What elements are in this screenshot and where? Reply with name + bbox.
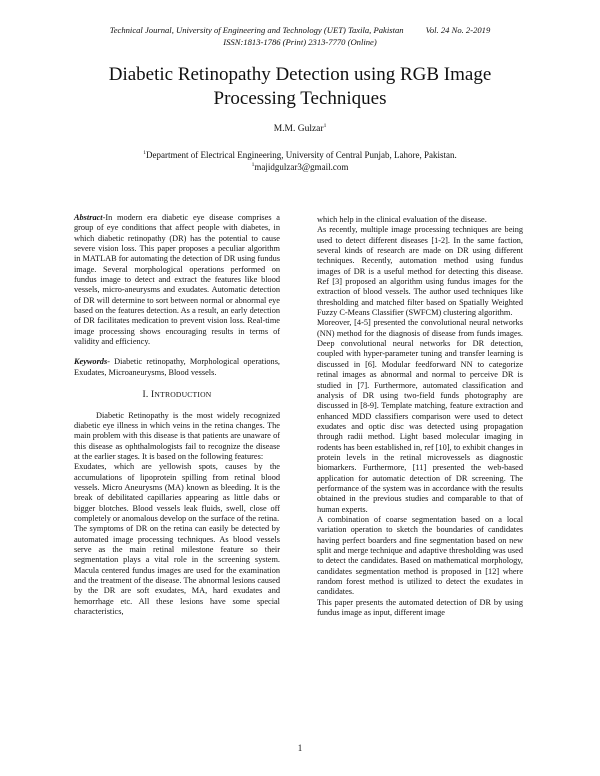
- intro-paragraph: Diabetic Retinopathy is the most widely recognized diabetic eye illness in which veins in the retina changes. The main problem with this disease is that patients are unaware of this disease as ophthalmologists fail to recognize the disease at the earlier stages. It is based on the following features:: [74, 410, 280, 461]
- email-text: majidgulzar3@gmail.com: [254, 161, 349, 172]
- abstract: [74, 213, 280, 347]
- body-paragraph: Moreover, [4-5] presented the convolutional neural networks (NN) method for the diagnosis of disease from funds images. Deep convolutional neural networks for DR detection, coupled with hyper-parameter tuning and transfer learning is discussed in [6]. Modular feedforward NN to categorize retinal images as abnormal and normal to perceive DR is studied in [7]. Furthermore, automated classification and analysis of DR using two-field funds photography are discussed in [8-9]. Template matching, feature extraction and enhanced MDD classifiers comparison were used to detect exudates and optic disc was detected using propagation through radii method. Light based molecular imaging in rodents has been established in, ref [10], to exhibit changes in protein levels in the retinal microvessels as diagnostic biomarkers. Furthermore, [11] presented the web-based application for automatic detection of DR screening. The performance of the system was in accordance with the results obtained in the previous studies and comparable to that of human experts.: [317, 318, 523, 514]
- title-line-2: Processing Techniques: [213, 88, 387, 109]
- abstract-label: Abstract-: [74, 213, 106, 222]
- page-number: 1: [297, 743, 303, 753]
- author-name: M.M. Gulzar: [273, 124, 324, 134]
- email-sup: 1: [251, 161, 255, 168]
- journal-issn: ISSN:1813-1786 (Print) 2313-7770 (Online): [223, 37, 377, 47]
- journal-line: [0, 24, 600, 36]
- right-column: [317, 215, 523, 618]
- keywords-label: Keywords-: [74, 357, 110, 367]
- affiliation-text: Department of Electrical Engineering, University of Central Punjab, Lahore, Pakistan.: [146, 150, 457, 160]
- keywords-text: Diabetic retinopathy, Morphological operations, Exudates, Microaneurysms, Blood vessels.: [74, 357, 280, 377]
- email: [0, 162, 600, 174]
- body-paragraph: As recently, multiple image processing techniques are being used to detect different diseases [1-2]. In the same faction, several kinds of research are made on DR using different techniques. Recently, automation method using fundus images of DR is a useful method for detecting this disease. Ref [3] proposed an algorithm using fundus images for the extraction of blood vessels. The author used techniques like thresholding and matched filter based on Spatially Weighted Fuzzy C-Means Classifier (SWFCM) clustering algorithm.: [317, 225, 523, 318]
- section-number: I.: [142, 390, 152, 401]
- intro-paragraph: Exudates, which are yellowish spots, causes by the accumulations of lipoprotein spilling from retinal blood vessels. Micro Aneurysms (MA) known as bleeding. It is the break of debilitated capillaries appearing as little dabs or bigger blotches. Blood vessels leak fluids, swell, close off completely or anomalous develop on the surface of the retina.: [74, 462, 280, 523]
- section-heading-introduction: [74, 390, 280, 400]
- section-first-letter: I: [151, 390, 155, 401]
- left-column: [74, 213, 280, 617]
- journal-header: [0, 24, 600, 48]
- journal-name: Technical Journal, University of Engineering and Technology (UET) Taxila, Pakistan: [109, 25, 404, 35]
- title-line-1: Diabetic Retinopathy Detection using RGB Image: [108, 64, 492, 85]
- section-rest: NTRODUCTION: [154, 390, 212, 400]
- body-paragraph: A combination of coarse segmentation based on a local variation operation to sketch the boundaries of candidates having perfect boarders and fine segmentation based on new split and merge technique and adaptive thresholding was used to detect the candidates. Based on mathematical morphology, candidates segmentation method is proposed in [12] where random forest method is utilized to detect the exudates in candidates.: [317, 514, 523, 597]
- keywords: [74, 357, 280, 378]
- paper-title: [40, 63, 560, 111]
- affiliation-sup: 1: [143, 150, 147, 156]
- affiliation-block: [0, 150, 600, 173]
- journal-volume: Vol. 24 No. 2-2019: [425, 25, 491, 35]
- affiliation: [0, 150, 600, 162]
- intro-paragraph: The symptoms of DR on the retina can easily be detected by automated image processing techniques. As blood vessels serve as the main retinal milestone feature so their segmentation plays a vital role in the screening system. Macula centered fundus images are used for the examination and the treatment of the disease. The abnormal lesions caused by the DR are soft exudates, MA, hard exudates and hemorrhage etc. All these lesions have some special characteristics,: [74, 524, 280, 617]
- abstract-text: In modern era diabetic eye disease comprises a group of eye conditions that affect people with diabetes, in which diabetic retinopathy (DR) has the potential to cause severe vision loss. This paper proposes a peculiar algorithm in MATLAB for automating the detection of DR using fundus image. Several morphological operations performed on fundus image to detect and extract the features like blood vessels, micro-aneurysms and exudates. Automatic detection of DR will determine to sort between normal or abnormal eye based on the features detection. As a result, an early detection of DR facilitates medication to prevent vision loss. Real-time image processing shows encouraging results in terms of validity and efficiency.: [74, 213, 280, 347]
- body-paragraph: This paper presents the automated detection of DR by using fundus image as input, different image: [317, 597, 523, 618]
- author-sup: 1: [323, 123, 327, 129]
- body-paragraph: which help in the clinical evaluation of the disease.: [317, 215, 487, 224]
- author: [0, 124, 600, 134]
